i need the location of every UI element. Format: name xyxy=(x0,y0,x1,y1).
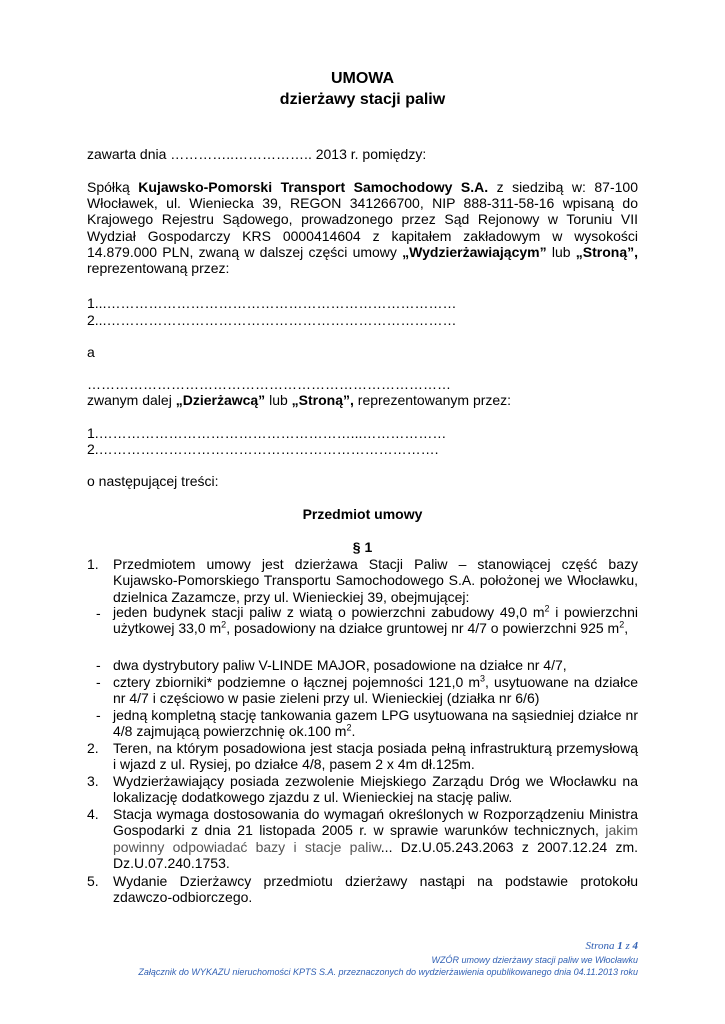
dash-item: jedną kompletną stację tankowania gazem LPG usytuowana na sąsiedniej działce nr 4/8 zajmującą powierzchnię ok.100 $m^2$. xyxy=(113,707,638,740)
concluded-line: zawarta dnia …………..…………….. 2013 r. pomiędzy: xyxy=(87,146,427,162)
party2-name-placeholder: …………………………………………………………………… xyxy=(87,376,451,392)
dash-mark: - xyxy=(96,674,101,690)
footer-template-note: WZÓR umowy dzierżawy stacji paliw we Włocławku xyxy=(431,955,638,965)
representative-line-4: 2.………………………………………………………………. xyxy=(87,441,439,457)
dash-item: dwa dystrybutory paliw V-LINDE MAJOR, posadowione na działce nr 4/7, xyxy=(113,657,567,673)
document-title: UMOWA xyxy=(330,70,395,87)
paragraph-mark: § 1 xyxy=(352,539,373,555)
party1-paragraph: Spółką Kujawsko-Pomorski Transport Samochodowy S.A. z siedzibą w: 87-100 Włocławek, ul. Wieniecka 39, REGON 341266700, NIP 888-311-58-16 wpisaną do Krajowego Rejestru Sądowego, prowadzonego przez Sąd Rejonowy w Toruniu VII Wydział Gospodarczy KRS 0000414604 z kapitałem zakładowym w wysokości 14.879.000 PLN, zwaną w dalszej części umowy „Wydzierżawiającym” lub „Stroną”, reprezentowaną przez: xyxy=(87,179,638,277)
item-text: Wydzierżawiający posiada zezwolenie Miejskiego Zarządu Dróg we Włocławku na lokalizację dodatkowego zjazdu z ul. Wienieckiej na stację paliw. xyxy=(113,773,638,806)
following-content: o następującej treści: xyxy=(87,473,219,489)
document-subtitle: dzierżawy stacji paliw xyxy=(279,91,446,108)
conjunction-and: a xyxy=(87,344,95,360)
item-number: 5. xyxy=(87,873,99,889)
dash-mark: - xyxy=(96,605,101,621)
footer-attachment-note: Załącznik do WYKAZU nieruchomości KPTS S.A. przeznaczonych do wydzierżawienia opublikowanego dnia 04.11.2013 roku xyxy=(138,967,638,977)
item-text: Przedmiotem umowy jest dzierżawa Stacji Paliw – stanowiącej część bazy Kujawsko-Pomorskiego Transportu Samochodowego S.A. położonej we Włocławku, dzielnica Zazamcze, przy ul. Wienieckiej 39, obejmującej: xyxy=(113,556,638,605)
page-number: Strona 1 z 4 xyxy=(585,940,638,952)
representative-line-1: 1...………………………………………………………………… xyxy=(87,295,457,311)
item-number: 1. xyxy=(87,556,99,572)
dash-mark: - xyxy=(96,707,101,723)
item-text: Stacja wymaga dostosowania do wymagań określonych w Rozporządzeniu Ministra Gospodarki z dnia 21 listopada 2005 r. w sprawie warunków technicznych, jakim powinny odpowiadać bazy i stacje paliw... Dz.U.05.243.2063 z 2007.12.24 zm. Dz.U.07.240.1753. xyxy=(113,806,638,872)
party2-line: zwanym dalej „Dzierżawcą” lub „Stroną”, reprezentowanym przez: xyxy=(87,392,512,408)
representative-line-3: 1.………………………………………………...……………… xyxy=(87,425,447,441)
item-number: 3. xyxy=(87,773,99,789)
item-text: Teren, na którym posadowiona jest stacja posiada pełną infrastrukturą przemysłową i wjazd z ul. Rysiej, po działce 4/8, pasem 2 x 4m dł.125m. xyxy=(113,740,638,773)
dash-item: cztery zbiorniki* podziemne o łącznej pojemności 121,0 $m^3$, usytuowane na działce nr 4/7 i częściowo w pasie zieleni przy ul. Wienieckiej (działka nr 6/6) xyxy=(113,673,638,707)
dash-mark: - xyxy=(96,657,101,673)
dash-item: jeden budynek stacji paliw z wiatą o powierzchni zabudowy 49,0 $m^2$ i powierzchni użytkowej 33,0 $m^2$, posadowiony na działce gruntowej nr 4/7 o powierzchni 925 $m^2$, xyxy=(113,603,638,637)
item-number: 4. xyxy=(87,806,99,822)
item-text: Wydanie Dzierżawcy przedmiotu dzierżawy nastąpi na podstawie protokołu zdawczo-odbiorczego. xyxy=(113,873,638,906)
company-name: Kujawsko-Pomorski Transport Samochodowy S.A. xyxy=(138,179,489,195)
section-heading: Przedmiot umowy xyxy=(302,506,423,522)
representative-line-2: 2...………………………………………………………………… xyxy=(87,312,457,328)
item-number: 2. xyxy=(87,740,99,756)
